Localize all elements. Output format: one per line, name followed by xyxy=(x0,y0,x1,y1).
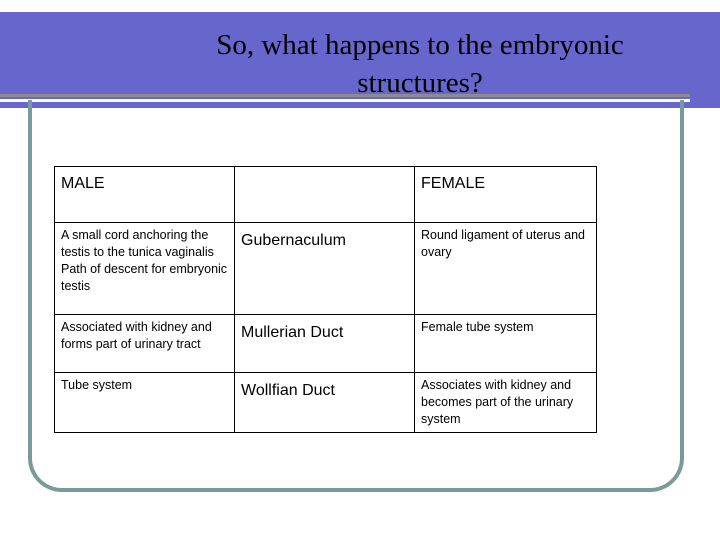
table-row xyxy=(55,315,597,373)
female-cell: Round ligament of uterus and ovary xyxy=(415,223,597,315)
slide-title xyxy=(150,26,690,102)
header-female: FEMALE xyxy=(415,167,597,223)
male-cell-line: Associated with kidney and forms part of urinary tract xyxy=(61,320,212,351)
header-male: MALE xyxy=(55,167,235,223)
header-middle xyxy=(235,167,415,223)
male-cell-line: A small cord anchoring the testis to the tunica vaginalis xyxy=(61,228,214,259)
structure-cell: Wollfian Duct xyxy=(235,373,415,433)
structure-cell: Gubernaculum xyxy=(235,223,415,315)
male-cell xyxy=(55,315,235,373)
embryonic-structures-table xyxy=(54,166,597,433)
slide-title-line-1: So, what happens to the embryonic xyxy=(216,29,624,61)
female-cell: Associates with kidney and becomes part of the urinary system xyxy=(415,373,597,433)
male-cell-line: Tube system xyxy=(61,378,133,392)
table-row xyxy=(55,223,597,315)
slide-title-line-2: structures? xyxy=(357,67,483,99)
male-cell xyxy=(55,373,235,433)
female-cell: Female tube system xyxy=(415,315,597,373)
structure-cell: Mullerian Duct xyxy=(235,315,415,373)
male-cell xyxy=(55,223,235,315)
table-row xyxy=(55,373,597,433)
male-cell-line: Path of descent for embryonic testis xyxy=(61,262,228,293)
table-header-row xyxy=(55,167,597,223)
